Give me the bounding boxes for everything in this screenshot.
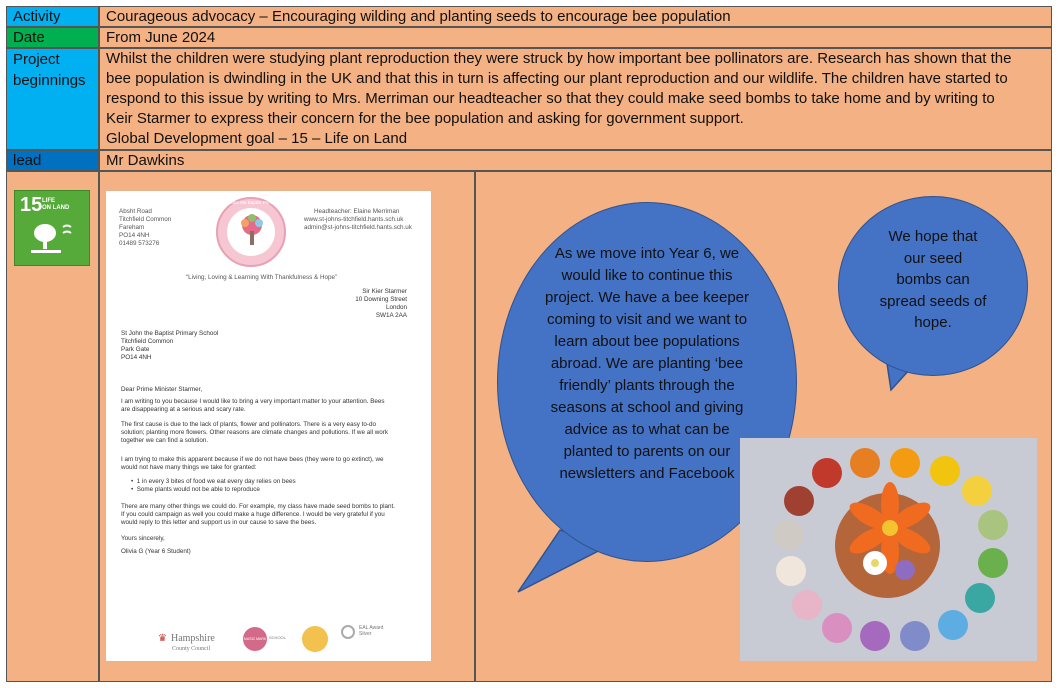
activity-value-text: Courageous advocacy – Encouraging wilding and planting seeds to encourage bee population — [106, 8, 731, 25]
flower-icon — [830, 478, 950, 598]
bullet-text: 1 in every 3 bites of food we eat every day relies on bees — [136, 478, 296, 485]
bubble-line: bombs can — [896, 271, 970, 288]
small-speech-bubble — [838, 196, 1028, 376]
seed-bomb — [938, 610, 968, 640]
seed-bomb — [850, 448, 880, 478]
para-line: If you could campaign as well you could make a huge difference. I would be very grateful if you — [121, 511, 385, 518]
lead-value-text: Mr Dawkins — [106, 152, 185, 169]
bullet-item: • 1 in every 3 bites of food we eat every day relies on bees — [131, 478, 296, 485]
recipient-line: 10 Downing Street — [355, 296, 407, 303]
bubble-line: As we move into Year 6, we — [554, 245, 740, 262]
date-value-text: From June 2024 — [106, 29, 216, 46]
project-label-line1: Project — [13, 51, 60, 68]
bubble-line: advice as to what can be — [564, 421, 730, 438]
head-line: www.st-johns-titchfield.hants.sch.uk — [304, 216, 404, 223]
bubble-line: spread seeds of — [879, 292, 987, 310]
seed-bomb — [784, 486, 814, 516]
bubble-line: our seed — [903, 249, 963, 267]
sdg-title-line1: LIFE — [42, 198, 55, 204]
project-text-line: bee population is dwindling in the UK and that this in turn is affecting our plant reproduction and our wildlife. The children have started to — [106, 70, 1008, 87]
seed-bombs-photo — [740, 438, 1037, 661]
bubble-line: learn about bee populations — [554, 333, 740, 350]
small-bubble-text — [839, 197, 1027, 334]
bubble-line: project. We have a bee keeper — [544, 289, 750, 306]
address-line: Titchfield Common — [119, 216, 172, 223]
bubble-line: abroad. We are planting ‘bee — [550, 355, 744, 372]
seed-bomb — [776, 556, 806, 586]
project-text-line: Keir Starmer to express their concern for the bee population and asking for government support. — [106, 110, 744, 127]
bubble-line: coming to visit and we want to — [546, 311, 748, 328]
para-line: I am trying to make this apparent because if we do not have bees (they were to go extinct), we — [121, 456, 384, 463]
bubble-line: newsletters and Facebook — [559, 465, 735, 482]
project-text-line: Global Development goal – 15 – Life on Land — [106, 130, 408, 147]
seed-bomb — [900, 621, 930, 651]
seed-bomb — [965, 583, 995, 613]
eal-line2: Silver — [359, 631, 372, 637]
activity-label-text: Activity — [13, 8, 61, 25]
address-line: Absht Road — [119, 208, 152, 215]
sender-line: St John the Baptist Primary School — [121, 330, 219, 337]
music-mark-logo: MUSIC MARK — [243, 627, 267, 651]
address-line: 01489 573276 — [119, 240, 160, 247]
bubble-line: hope. — [914, 314, 952, 331]
sender-line: Park Gate — [121, 346, 150, 353]
recipient-line: London — [385, 304, 407, 311]
address-line: Fareham — [119, 224, 145, 231]
signoff: Yours sincerely, — [121, 535, 165, 542]
sdg-title-line2: ON LAND — [42, 205, 70, 211]
bubble-line: friendly’ plants through the — [559, 377, 735, 394]
bubble-line: seasons at school and giving — [550, 399, 744, 416]
project-label-line2: beginnings — [13, 72, 86, 89]
para-line: would reply to this letter and support us in our cause to save the bees. — [121, 519, 317, 526]
seed-bomb — [792, 590, 822, 620]
seed-bomb — [890, 448, 920, 478]
sender-line: Titchfield Common — [121, 338, 174, 345]
project-text-line: respond to this issue by writing to Mrs. Merriman our headteacher so that they could make seed bombs to take home and by writing to — [106, 90, 995, 107]
hampshire-text: Hampshire — [170, 633, 215, 644]
sdg-number: 15 — [20, 194, 43, 216]
seed-bomb — [774, 520, 804, 550]
sender-line: PO14 4NH — [121, 354, 152, 361]
salutation: Dear Prime Minister Starmer, — [121, 386, 203, 393]
logo-text: St John the Baptist Primary — [223, 200, 279, 205]
para-line: are disappearing at a serious and scary rate. — [121, 406, 246, 413]
para-line: There are many other things we could do. For example, my class have made seed bombs to plant. — [121, 503, 396, 510]
bubble-line: We hope that — [888, 228, 978, 245]
para-line: solution; planting more flowers. Other reasons are climate changes and pollutions. If we all work — [121, 429, 389, 436]
para-line: The first cause is due to the lack of plants, flower and pollinators. There is a very easy to-do — [121, 421, 377, 428]
seed-bomb — [978, 548, 1008, 578]
head-line: Headteacher: Elaine Merriman — [314, 208, 400, 215]
bubble-line: planted to parents on our — [563, 443, 731, 460]
para-line: would not have many things we take for granted: — [121, 464, 257, 471]
eal-line1: EAL Award — [359, 625, 384, 631]
school-motto: “Living, Loving & Learning With Thankfulness & Hope” — [186, 274, 338, 281]
seed-bomb — [962, 476, 992, 506]
head-line: admin@st-johns-titchfield.hants.sch.uk — [304, 224, 412, 231]
address-line: PO14 4NH — [119, 232, 150, 239]
project-text-line: Whilst the children were studying plant reproduction they were struck by how important bee pollinators are. Research has shown that the — [106, 50, 1012, 67]
bullet-text: Some plants would not be able to reproduce — [136, 486, 260, 493]
county-council-text: County Council — [172, 646, 211, 652]
seed-bomb — [978, 510, 1008, 540]
signature: Olivia G (Year 6 Student) — [121, 548, 191, 555]
seed-bomb — [822, 613, 852, 643]
hampshire-logo: ♛ Hampshire County Council — [158, 633, 215, 652]
recipient-line: SW1A 2AA — [375, 312, 407, 319]
lead-label-text: lead — [13, 152, 42, 169]
para-line: I am writing to you because I would like to bring a very important matter to your attention. Bees — [121, 398, 385, 405]
bullet-item: • Some plants would not be able to reproduce — [131, 486, 260, 493]
recipient-line: Sir Kier Starmer — [362, 288, 407, 295]
seed-bomb — [860, 621, 890, 651]
para-line: together we can find a solution. — [121, 437, 209, 444]
date-label-text: Date — [13, 29, 45, 46]
bubble-line: would like to continue this — [561, 267, 733, 284]
music-school-text: SCHOOL — [269, 635, 286, 640]
